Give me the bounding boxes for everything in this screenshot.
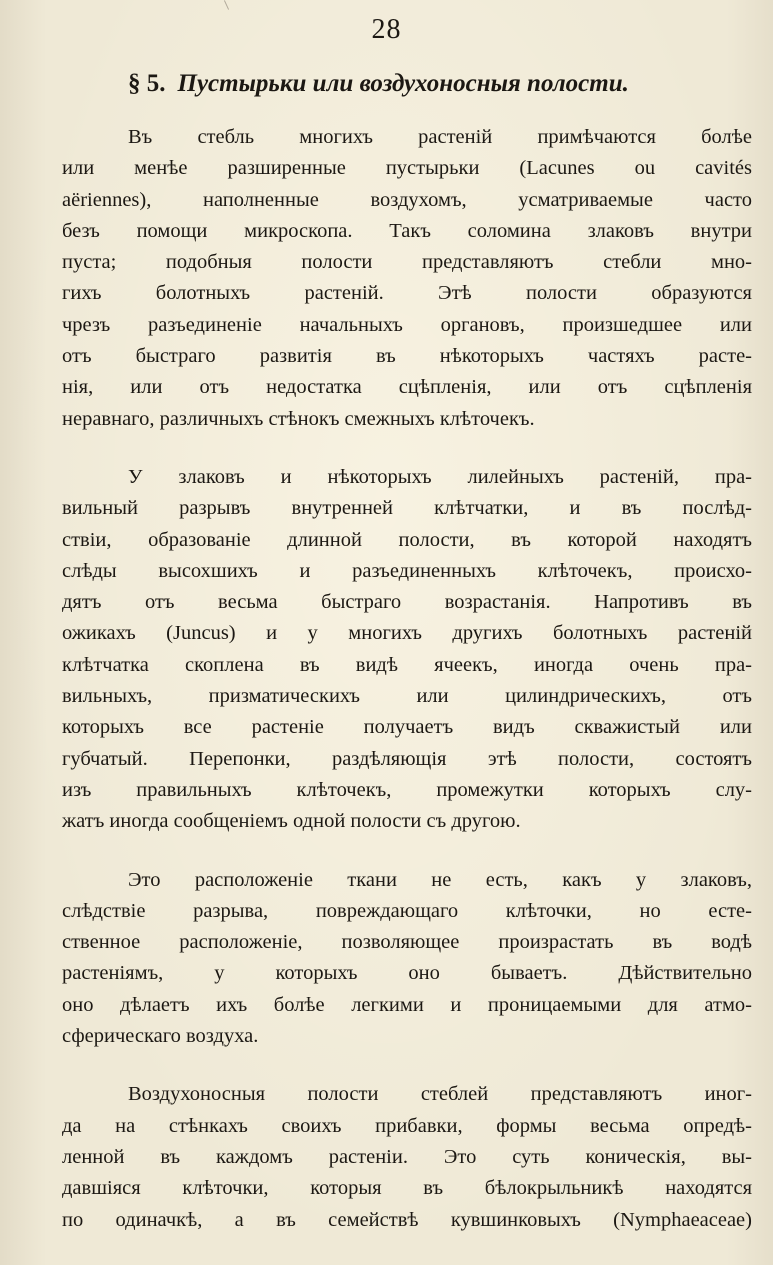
text-line: слѣды высохшихъ и разъединенныхъ клѣточекъ, происхо- — [62, 559, 752, 582]
body-text — [62, 122, 752, 1263]
text-line: чрезъ разъединеніе начальныхъ органовъ, произшедшее или — [62, 313, 752, 336]
paragraph — [62, 122, 752, 435]
text-line: давшіяся клѣточки, которыя въ бѣлокрыльникѣ находятся — [62, 1177, 752, 1200]
paragraph — [62, 865, 752, 1053]
text-line: дятъ отъ весьма быстраго возрастанія. Напротивъ въ — [62, 591, 752, 614]
text-line: ственное расположеніе, позволяющее произрастать въ водѣ — [62, 931, 752, 954]
text-line: ожикахъ (Juncus) и у многихъ другихъ болотныхъ растеній — [62, 622, 752, 645]
page-number: 28 — [371, 14, 402, 45]
text-line: aëriennes), наполненные воздухомъ, усматриваемые часто — [62, 188, 752, 211]
text-line: или менѣе разширенные пустырьки (Lacunes ou cavités — [62, 157, 752, 180]
text-line: губчатый. Перепонки, раздѣляющія этѣ полости, состоятъ — [62, 747, 752, 770]
text-line: жатъ иногда сообщеніемъ одной полости съ другою. — [62, 810, 521, 833]
text-line: нія, или отъ недостатка сцѣпленія, или отъ сцѣпленія — [62, 376, 752, 399]
text-line: У злаковъ и нѣкоторыхъ лилейныхъ растеній, пра- — [128, 465, 752, 488]
text-line: безъ помощи микроскопа. Такъ соломина злаковъ внутри — [62, 219, 752, 242]
scan-mark — [224, 0, 229, 9]
text-line: растеніямъ, у которыхъ оно бываетъ. Дѣйствительно — [62, 962, 752, 985]
text-line: по одиначкѣ, а въ семействѣ кувшинковыхъ (Nymphaeaceae) — [62, 1208, 752, 1231]
text-line: которыхъ все растеніе получаетъ видъ скважистый или — [62, 716, 752, 739]
text-line: оно дѣлаетъ ихъ болѣе легкими и проницаемыми для атмо- — [62, 993, 752, 1016]
text-line: ленной въ каждомъ растеніи. Это суть коническія, вы- — [62, 1145, 752, 1168]
text-line: изъ правильныхъ клѣточекъ, промежутки которыхъ слу- — [62, 778, 752, 801]
text-line: отъ быстраго развитія въ нѣкоторыхъ частяхъ расте- — [62, 345, 752, 368]
section-number: § 5. — [128, 70, 166, 97]
text-line: гихъ болотныхъ растеній. Этѣ полости образуются — [62, 282, 752, 305]
text-line: сферическаго воздуха. — [62, 1025, 259, 1048]
text-line: да на стѣнкахъ своихъ прибавки, формы весьма опредѣ- — [62, 1114, 752, 1137]
text-line: вильныхъ, призматическихъ или цилиндрическихъ, отъ — [62, 685, 752, 708]
text-line: Это расположеніе ткани не есть, какъ у злаковъ, — [128, 868, 752, 891]
text-line: слѣдствіе разрыва, повреждающаго клѣточки, но есте- — [62, 899, 752, 922]
section-heading — [128, 70, 728, 98]
text-line: клѣтчатка скоплена въ видѣ ячеекъ, иногда очень пра- — [62, 653, 752, 676]
text-line: ствіи, образованіе длинной полости, въ которой находятъ — [62, 528, 752, 551]
text-line: пуста; подобныя полости представляютъ стебли мно- — [62, 251, 752, 274]
paragraph — [62, 462, 752, 838]
text-line: Воздухоносныя полости стеблей представляютъ иног- — [128, 1083, 752, 1106]
paragraph — [62, 1079, 752, 1235]
section-title: Пустырьки или воздухоносныя полости. — [177, 70, 629, 97]
text-line: вильный разрывъ внутренней клѣтчатки, и въ послѣд- — [62, 497, 752, 520]
text-line: Въ стебль многихъ растеній примѣчаются болѣе — [128, 126, 752, 148]
text-line: неравнаго, различныхъ стѣнокъ смежныхъ клѣточекъ. — [62, 407, 535, 430]
